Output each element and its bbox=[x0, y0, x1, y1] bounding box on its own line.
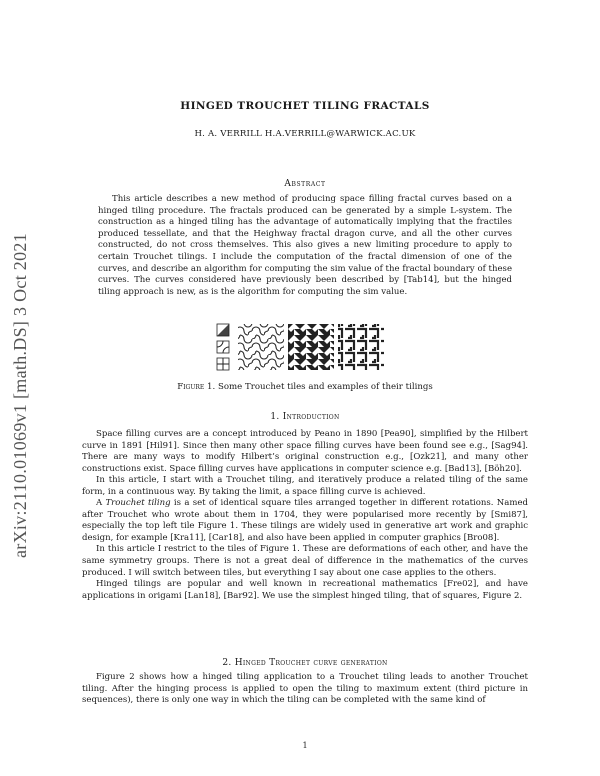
arxiv-identifier-stamp bbox=[0, 160, 40, 630]
figure-1-caption-text: Some Trouchet tiles and examples of their tilings bbox=[217, 382, 433, 392]
arxiv-identifier-text: arXiv:2110.01069v1 [math.DS] 3 Oct 2021 bbox=[9, 232, 30, 558]
section-1-paragraph: In this article I restrict to the tiles of Figure 1. These are deformations of each other, and have the same symmetry groups. There is not a great deal of difference in the mathematics of the curves produced. I will switch between tiles, but everything I say about one case applies to the others. bbox=[82, 544, 528, 578]
section-2-heading: 2. Hinged Trouchet curve generation bbox=[222, 658, 388, 668]
page-number: 1 bbox=[302, 741, 308, 750]
section-1-body bbox=[82, 429, 528, 602]
figure-1 bbox=[216, 323, 396, 373]
section-1-paragraph: Space filling curves are a concept introduced by Peano in 1890 [Pea90], simplified by the Hilbert curve in 1891 [Hil91]. Since then many other space filling curves have been found see e.g., [Sag94]. There are many ways to modify Hilbert’s original construction e.g., [Ozk21], and many other constructions exist. Space filling curves have applications in computer science e.g. [Bad13], [Böh20]. bbox=[82, 429, 528, 474]
section-2-body bbox=[82, 672, 528, 707]
paragraph-lead: A bbox=[96, 498, 106, 509]
figure-1-graphic bbox=[216, 323, 396, 373]
diagonal-truchet-tiling bbox=[288, 324, 334, 370]
trouchet-tile-icons bbox=[217, 324, 229, 370]
trouchet-tiling-term: Trouchet tiling bbox=[105, 498, 171, 509]
paragraph-rest: is a set of identical square tiles arranged together in different rotations. Named after Trouchet who wrote about them in 1704, they were popularised more recently by [Smi87], especially the top left tile Figure 1. These tilings are widely used in generative art work and graphic design, for example [Kra11], [Car18], and also have been applied in computer graphics [Bro08]. bbox=[82, 498, 529, 543]
figure-1-caption-label: Figure 1. bbox=[177, 382, 216, 392]
abstract-heading: Abstract bbox=[284, 179, 326, 189]
abstract-text: This article describes a new method of producing space filling fractal curves based on a hinged tiling procedure. The fractals produced can be generated by a simple L-system. The construction as a hinged tiling has the advantage of automatically implying that the fractiles produced tessellate, and that the Heighway fractal dragon curve, and all the other curves constructed, do not cross themselves. This also gives a new limiting procedure to apply to certain Trouchet tilings. I include the computation of the fractal dimension of one of the curves, and describe an algorithm for computing the sim value of the fractal boundary of these curves. The curves considered have previously been described by [Tab14], but the hinged tiling approach is new, as is the algorithm for computing the sim value. bbox=[98, 194, 512, 297]
section-1-paragraph: Hinged tilings are popular and well known in recreational mathematics [Fre02], and have applications in origami [Lan18], [Bar92]. We use the simplest hinged tiling, that of squares, Figure 2. bbox=[82, 579, 528, 601]
paper-title: HINGED TROUCHET TILING FRACTALS bbox=[180, 100, 430, 112]
author-line: H. A. VERRILL H.A.VERRILL@WARWICK.AC.UK bbox=[194, 129, 416, 139]
section-1-heading: 1. Introduction bbox=[270, 412, 340, 422]
maze-truchet-tiling bbox=[338, 324, 384, 370]
figure-1-caption bbox=[82, 382, 528, 392]
section-2-paragraph: Figure 2 shows how a hinged tiling application to a Trouchet tiling leads to another Trouchet tiling. After the hinging process is applied to open the tiling to maximum extent (third picture in sequences), there is only one way in which the tiling can be completed with the same kind of bbox=[82, 672, 528, 706]
section-1-paragraph bbox=[82, 498, 528, 544]
section-1-paragraph: In this article, I start with a Trouchet tiling, and iteratively produce a related tiling of the same form, in a continuous way. By taking the limit, a space filling curve is achieved. bbox=[82, 475, 528, 497]
arc-truchet-tiling bbox=[238, 324, 284, 370]
